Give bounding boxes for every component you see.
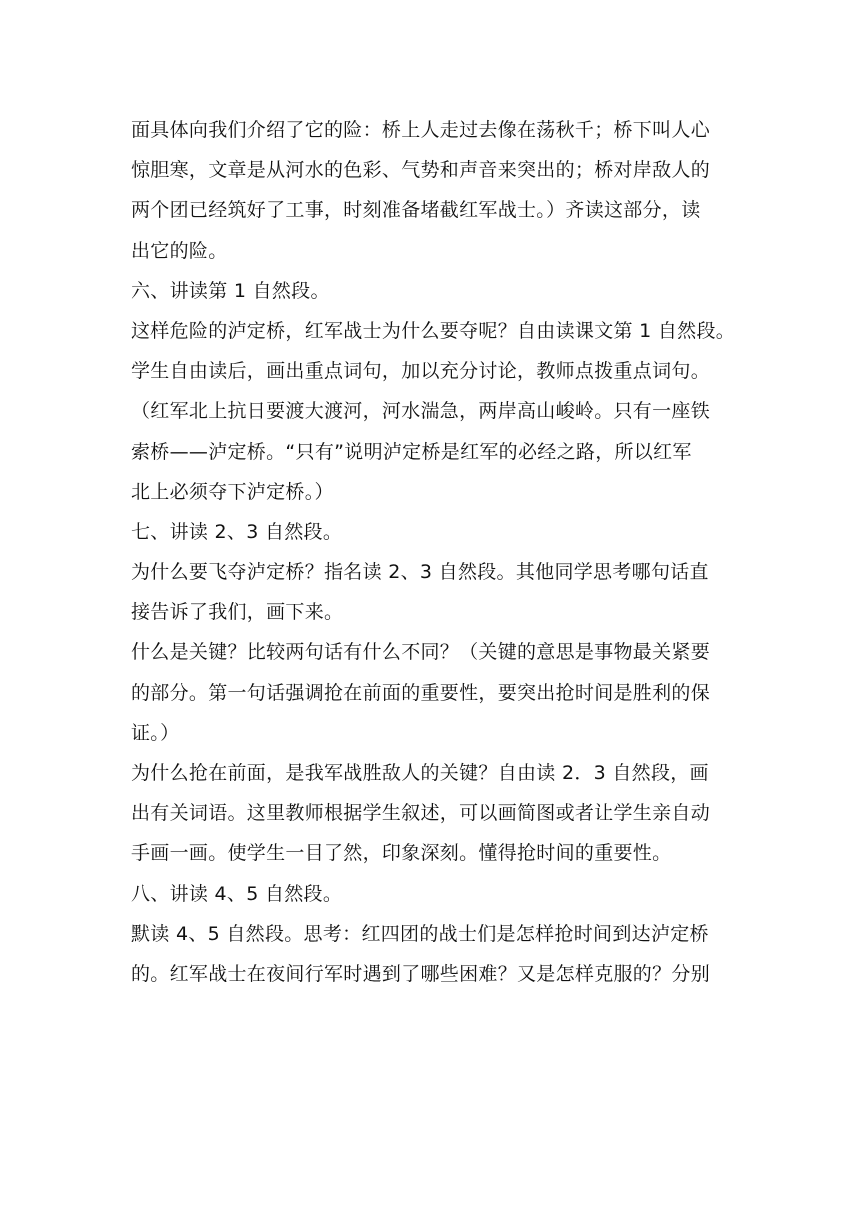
- text-line-22: 的。红军战士在夜间行军时遇到了哪些困难？又是怎样克服的？分别: [131, 962, 711, 985]
- text-line-16: 证。）: [131, 721, 180, 744]
- document-body: [131, 110, 741, 994]
- text-line-7: 学生自由读后，画出重点词句，加以充分讨论，教师点拨重点词句。: [131, 360, 711, 383]
- text-line-19: 手画一画。使学生一目了然，印象深刻。懂得抢时间的重要性。: [131, 842, 672, 865]
- text-line-12: 为什么要飞夺泸定桥？指名读 2、3 自然段。其他同学思考哪句话直: [131, 561, 709, 584]
- text-line-21: 默读 4、5 自然段。思考：红四团的战士们是怎样抢时间到达泸定桥: [131, 922, 709, 945]
- text-line-8: （红军北上抗日要渡大渡河，河水湍急，两岸高山峻岭。只有一座铁: [131, 400, 711, 423]
- text-line-13: 接告诉了我们，画下来。: [131, 601, 344, 624]
- section-heading-8: 八、讲读 4、5 自然段。: [131, 882, 343, 905]
- text-line-6: 这样危险的泸定桥，红军战士为什么要夺呢？自由读课文第 1 自然段。: [131, 319, 736, 342]
- text-line-9: 索桥——泸定桥。“只有”说明泸定桥是红军的必经之路，所以红军: [131, 440, 692, 463]
- text-line-15: 的部分。第一句话强调抢在前面的重要性，要突出抢时间是胜利的保: [131, 681, 711, 704]
- text-line-1: 面具体向我们介绍了它的险：桥上人走过去像在荡秋千；桥下叫人心: [131, 119, 711, 141]
- text-line-3: 两个团已经筑好了工事，时刻准备堵截红军战士。）齐读这部分，读: [131, 199, 701, 222]
- text-line-2: 惊胆寒，文章是从河水的色彩、气势和声音来突出的；桥对岸敌人的: [131, 159, 711, 182]
- section-heading-6: 六、讲读第 1 自然段。: [131, 279, 330, 302]
- text-line-18: 出有关词语。这里教师根据学生叙述，可以画简图或者让学生亲自动: [131, 802, 711, 825]
- text-line-17: 为什么抢在前面，是我军战胜敌人的关键？自由读 2．3 自然段，画: [131, 762, 709, 784]
- text-line-4: 出它的险。: [131, 239, 228, 262]
- text-line-14: 什么是关键？比较两句话有什么不同？（关键的意思是事物最关紧要: [131, 641, 711, 664]
- section-heading-7: 七、讲读 2、3 自然段。: [131, 520, 343, 543]
- text-line-10: 北上必须夺下泸定桥。）: [131, 480, 334, 503]
